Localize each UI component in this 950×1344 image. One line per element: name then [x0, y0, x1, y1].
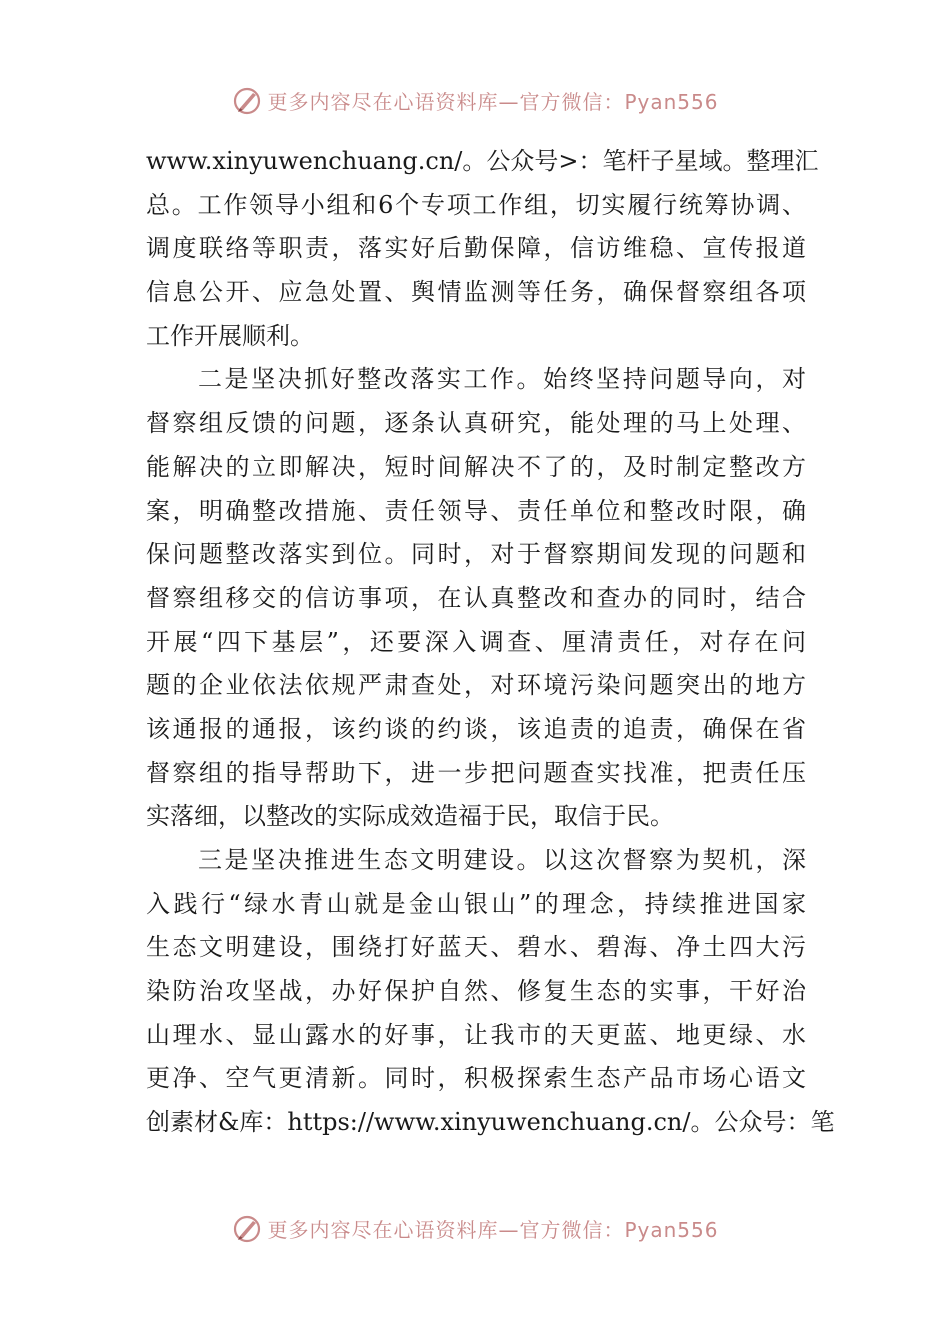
paragraph-start-line: 二是坚决抓好整改落实工作。始终坚持问题导向，对	[198, 365, 806, 394]
document-body	[146, 140, 835, 1145]
text-line: 开展“四下基层”，还要深入调查、厘清责任，对存在问	[146, 627, 806, 656]
paragraph-start-line: 三是坚决推进生态文明建设。以这次督察为契机，深	[198, 846, 806, 874]
text-line: 调度联络等职责，落实好后勤保障，信访维稳、宣传报道	[146, 234, 806, 263]
text-line: 工作开展顺利。	[146, 321, 314, 350]
text-line: 染防治攻坚战，办好保护自然、修复生态的实事，干好治	[146, 977, 806, 1006]
text-line: www.xinyuwenchuang.cn/。公众号>：笔杆子星域。整理汇	[146, 147, 819, 175]
text-line: 保问题整改落实到位。同时，对于督察期间发现的问题和	[146, 540, 806, 569]
text-line: 信息公开、应急处置、舆情监测等任务，确保督察组各项	[146, 278, 806, 307]
text-line: 总。工作领导小组和6个专项工作组，切实履行统筹协调、	[146, 190, 806, 219]
text-line: 督察组反馈的问题，逐条认真研究，能处理的马上处理、	[146, 409, 806, 438]
footer-banner-text: 更多内容尽在心语资料库—官方微信：Pyan556	[267, 1217, 719, 1242]
text-line: 实落细，以整改的实际成效造福于民，取信于民。	[146, 802, 674, 831]
text-line: 督察组移交的信访事项，在认真整改和查办的同时，结合	[146, 583, 806, 612]
text-line: 督察组的指导帮助下，进一步把问题查实找准，把责任压	[146, 758, 806, 787]
text-line: 能解决的立即解决，短时间解决不了的，及时制定整改方	[146, 452, 806, 481]
header-banner	[0, 80, 950, 120]
text-line: 山理水、显山露水的好事，让我市的天更蓝、地更绿、水	[146, 1020, 806, 1049]
pen-circle-logo-icon	[231, 84, 263, 116]
text-line: 该通报的通报，该约谈的约谈，该追责的追责，确保在省	[146, 714, 806, 743]
text-line: 生态文明建设，围绕打好蓝天、碧水、碧海、净土四大污	[146, 933, 806, 962]
text-line: 创素材&库：https://www.xinyuwenchuang.cn/。公众号：笔	[146, 1108, 835, 1137]
text-line: 更净、空气更清新。同时，积极探索生态产品市场心语文	[146, 1064, 806, 1093]
header-banner-text: 更多内容尽在心语资料库—官方微信：Pyan556	[267, 89, 719, 114]
text-line: 入践行“绿水青山就是金山银山”的理念，持续推进国家	[146, 889, 806, 918]
pen-circle-logo-icon	[231, 1212, 263, 1244]
text-line: 案，明确整改措施、责任领导、责任单位和整改时限，确	[146, 496, 806, 525]
text-line: 题的企业依法依规严肃查处，对环境污染问题突出的地方	[146, 671, 806, 700]
footer-banner	[0, 1208, 950, 1248]
